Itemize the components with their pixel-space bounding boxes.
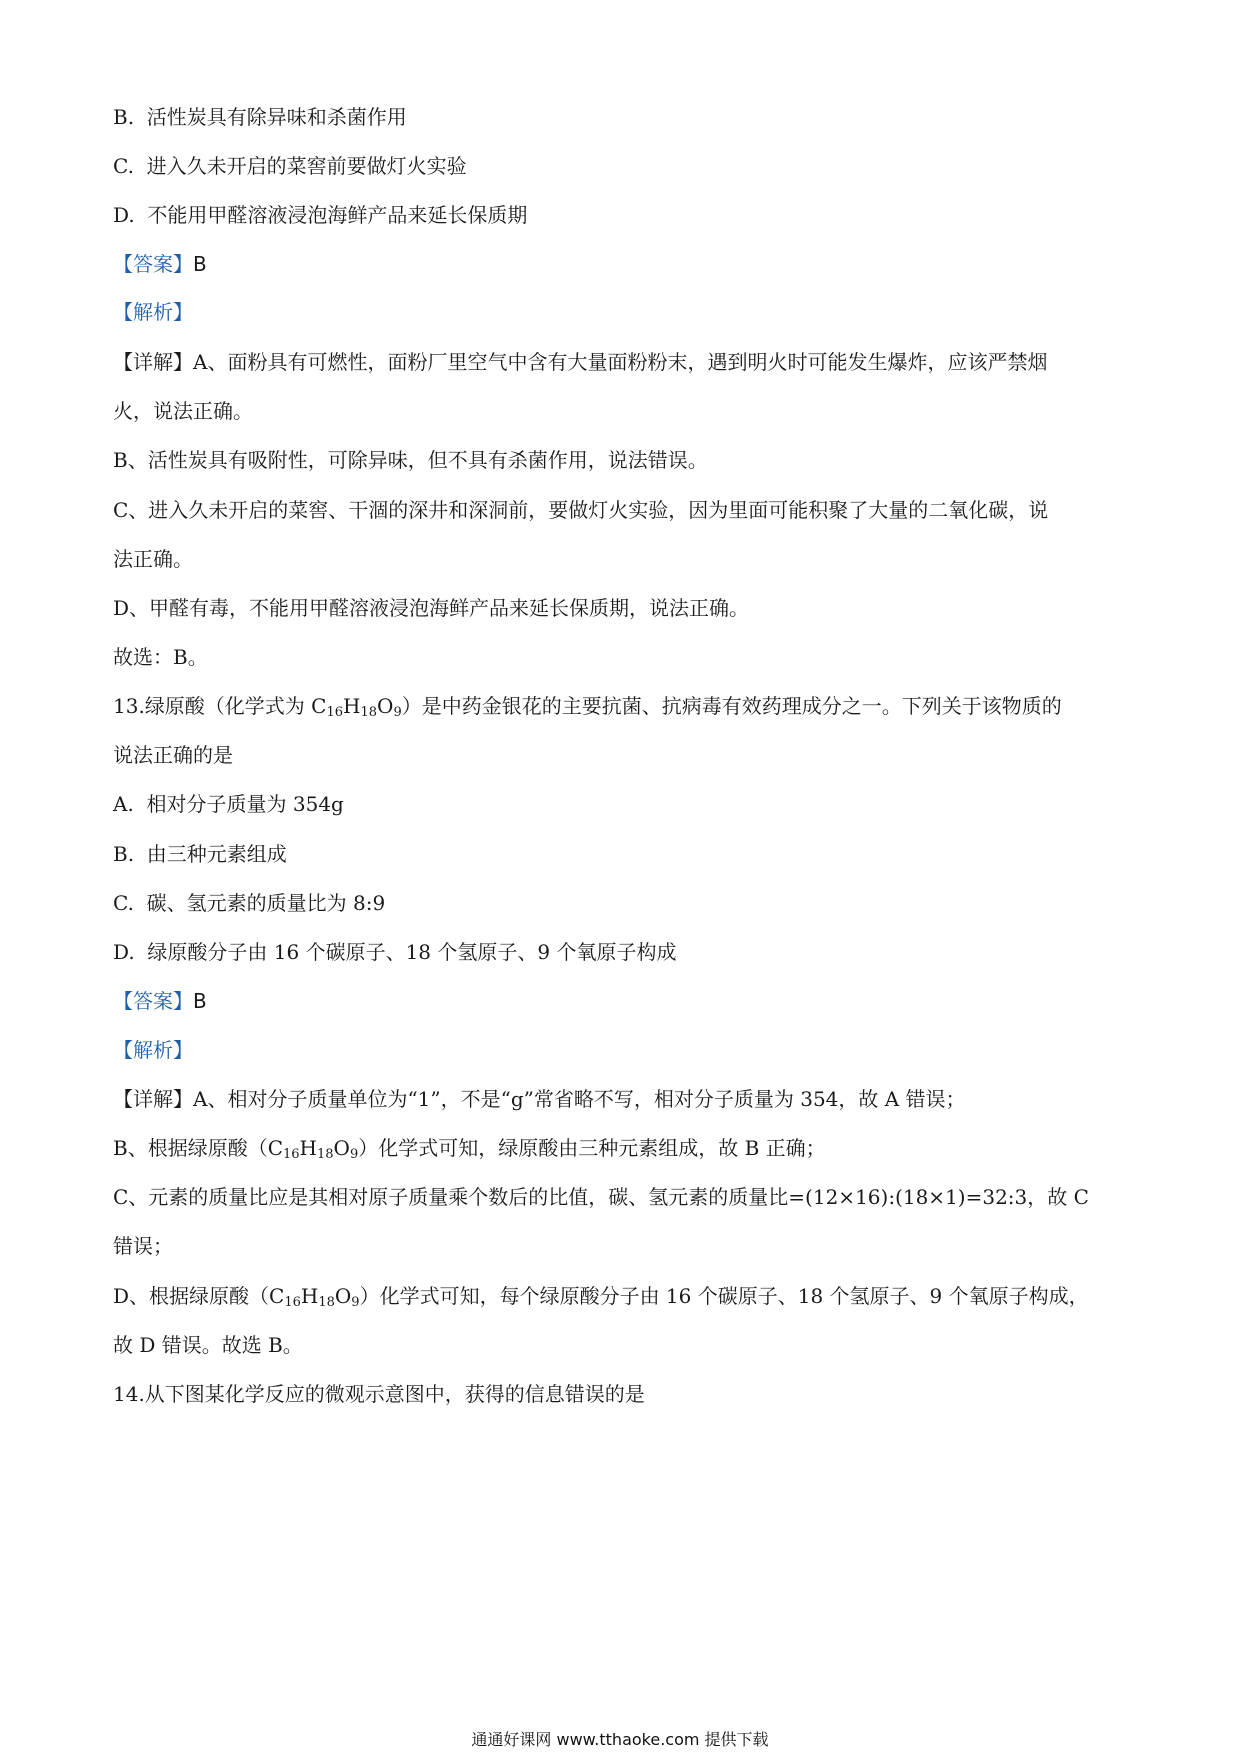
q13-detail-d-cont: 故 D 错误。故选 B。: [113, 1333, 303, 1357]
q13-option-c: C. 碳、氢元素的质量比为 8:9: [113, 891, 386, 915]
option-c: C. 进入久未开启的菜窖前要做灯火实验: [113, 154, 467, 178]
detail-tag: 【详解】: [113, 1087, 193, 1111]
q13-detail-d: D、根据绿原酸$(C_{16}H_{18}O_9)$化学式可知，每个绿原酸分子由 16 个碳原子、18 个氢原子、9 个氧原子构成，: [113, 1284, 1089, 1310]
q13-detail-c: C、元素的质量比应是其相对原子质量乘个数后的比值，碳、氢元素的质量比=(12×16):(18×1)=32:3，故 C: [113, 1185, 1089, 1209]
answer-value: B: [193, 989, 207, 1013]
detail-line-a: 【详解】A、面粉具有可燃性，面粉厂里空气中含有大量面粉粉末，遇到明火时可能发生爆炸，应该严禁烟: [113, 350, 1048, 374]
detail-line-a-cont: 火，说法正确。: [113, 399, 253, 423]
answer-value: B: [193, 252, 207, 276]
q13-detail-c-cont: 错误；: [113, 1234, 173, 1258]
q13-option-d: D. 绿原酸分子由 16 个碳原子、18 个氢原子、9 个氧原子构成: [113, 940, 677, 964]
q14-stem: 14.从下图某化学反应的微观示意图中，获得的信息错误的是: [113, 1382, 645, 1406]
analysis-tag: 【解析】: [113, 300, 193, 324]
q13-option-b: B. 由三种元素组成: [113, 842, 287, 866]
detail-tag: 【详解】: [113, 350, 193, 374]
answer-tag: 【答案】: [113, 989, 193, 1013]
answer-line: [113, 250, 207, 278]
q13-detail-b: B、根据绿原酸$(C_{16}H_{18}O_9)$化学式可知，绿原酸由三种元素组成，故 B 正确；: [113, 1136, 826, 1162]
conclusion-line: 故选：B。: [113, 645, 208, 669]
q13-stem-cont: 说法正确的是: [113, 743, 233, 767]
footer-watermark: 通通好课网 www.tthaoke.com 提供下载: [471, 1730, 769, 1749]
detail-line-c: C、进入久未开启的菜窖、干涸的深井和深洞前，要做灯火实验，因为里面可能积聚了大量的二氧化碳，说: [113, 498, 1049, 522]
q13-analysis-tag: 【解析】: [113, 1038, 193, 1062]
q13-detail-a: 【详解】A、相对分子质量单位为“1”，不是“g”常省略不写，相对分子质量为 354，故 A 错误；: [113, 1087, 966, 1111]
q13-option-a: A. 相对分子质量为 354g: [113, 792, 344, 816]
detail-line-b: B、活性炭具有吸附性，可除异味，但不具有杀菌作用，说法错误。: [113, 448, 708, 472]
option-b: B. 活性炭具有除异味和杀菌作用: [113, 105, 407, 129]
q13-stem: 13.绿原酸（化学式为 $C_{16}H_{18}O_9$）是中药金银花的主要抗菌、抗病毒有效药理成分之一。下列关于该物质的: [113, 694, 1062, 720]
detail-line-c-cont: 法正确。: [113, 547, 193, 571]
answer-tag: 【答案】: [113, 252, 193, 276]
option-d: D. 不能用甲醛溶液浸泡海鲜产品来延长保质期: [113, 203, 528, 227]
q13-answer-line: [113, 987, 207, 1015]
detail-line-d: D、甲醛有毒，不能用甲醛溶液浸泡海鲜产品来延长保质期，说法正确。: [113, 596, 750, 620]
